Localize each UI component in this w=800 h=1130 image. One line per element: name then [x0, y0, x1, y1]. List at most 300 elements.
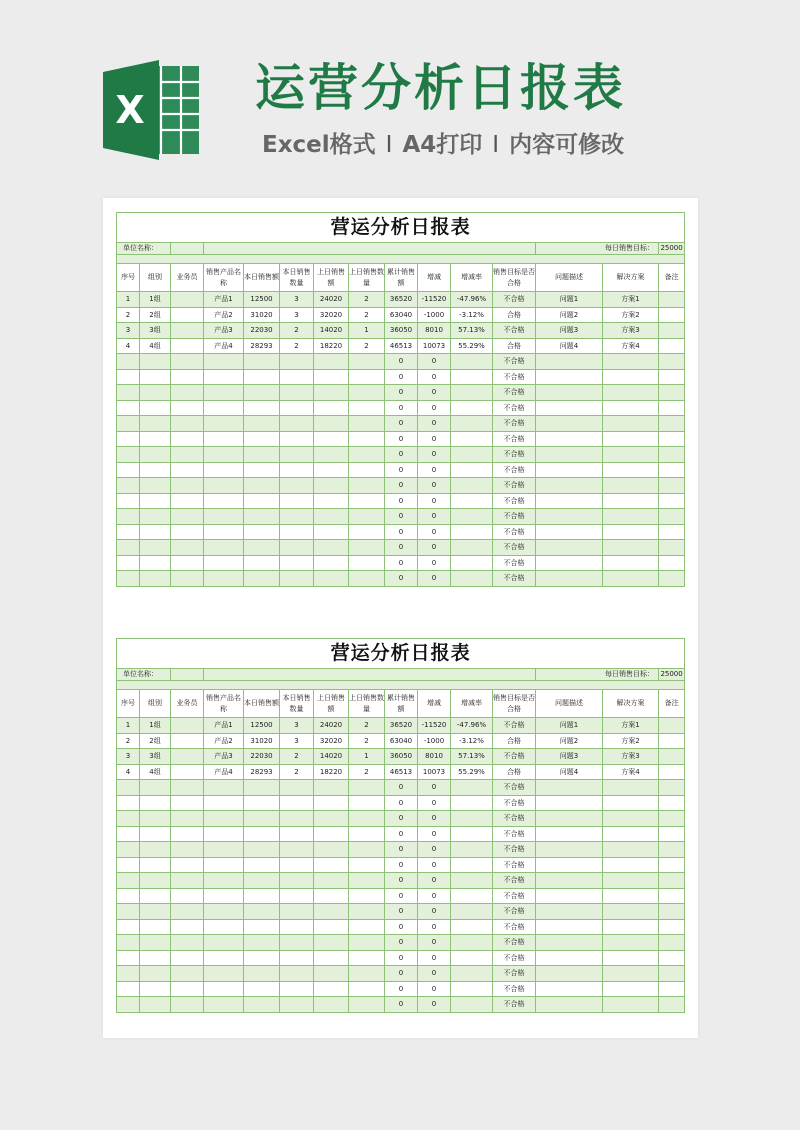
table-cell[interactable]: 2	[280, 323, 314, 339]
table-cell[interactable]: 不合格	[493, 811, 536, 827]
table-cell[interactable]	[659, 826, 685, 842]
table-cell[interactable]	[659, 888, 685, 904]
table-cell[interactable]	[204, 524, 244, 540]
table-cell[interactable]: 合格	[493, 764, 536, 780]
table-cell[interactable]: 不合格	[493, 795, 536, 811]
table-cell[interactable]	[536, 447, 603, 463]
table-cell[interactable]: 4组	[140, 764, 171, 780]
table-cell[interactable]	[280, 369, 314, 385]
table-cell[interactable]: -47.96%	[451, 292, 493, 308]
table-cell[interactable]	[314, 431, 349, 447]
table-cell[interactable]: 0	[385, 524, 418, 540]
table-cell[interactable]	[451, 857, 493, 873]
table-cell[interactable]: 2	[280, 338, 314, 354]
table-cell[interactable]	[603, 462, 659, 478]
table-cell[interactable]: 57.13%	[451, 323, 493, 339]
table-cell[interactable]: 3组	[140, 323, 171, 339]
table-cell[interactable]	[117, 416, 140, 432]
table-cell[interactable]: 问题1	[536, 292, 603, 308]
table-cell[interactable]	[603, 842, 659, 858]
table-cell[interactable]: 合格	[493, 733, 536, 749]
table-cell[interactable]	[280, 811, 314, 827]
table-cell[interactable]: 0	[385, 416, 418, 432]
table-cell[interactable]	[171, 842, 204, 858]
table-cell[interactable]	[140, 524, 171, 540]
table-cell[interactable]	[244, 842, 280, 858]
table-cell[interactable]: 28293	[244, 764, 280, 780]
table-cell[interactable]	[204, 935, 244, 951]
table-cell[interactable]	[140, 950, 171, 966]
table-cell[interactable]	[117, 888, 140, 904]
table-cell[interactable]	[536, 873, 603, 889]
table-cell[interactable]	[244, 555, 280, 571]
table-cell[interactable]: 0	[418, 873, 451, 889]
table-cell[interactable]: 55.29%	[451, 338, 493, 354]
table-cell[interactable]	[603, 509, 659, 525]
table-cell[interactable]: 不合格	[493, 478, 536, 494]
table-cell[interactable]: -47.96%	[451, 718, 493, 734]
table-cell[interactable]: 0	[418, 431, 451, 447]
table-cell[interactable]	[140, 555, 171, 571]
table-cell[interactable]	[244, 966, 280, 982]
table-cell[interactable]	[314, 919, 349, 935]
table-cell[interactable]	[603, 826, 659, 842]
table-cell[interactable]: 问题3	[536, 323, 603, 339]
table-cell[interactable]: 0	[385, 354, 418, 370]
table-cell[interactable]	[117, 857, 140, 873]
table-cell[interactable]: 不合格	[493, 873, 536, 889]
table-cell[interactable]	[244, 904, 280, 920]
table-cell[interactable]: 63040	[385, 307, 418, 323]
table-cell[interactable]	[349, 416, 385, 432]
table-cell[interactable]	[536, 950, 603, 966]
table-cell[interactable]	[659, 571, 685, 587]
table-cell[interactable]	[659, 354, 685, 370]
table-cell[interactable]	[140, 431, 171, 447]
table-cell[interactable]: 不合格	[493, 369, 536, 385]
table-cell[interactable]	[171, 857, 204, 873]
table-cell[interactable]	[451, 431, 493, 447]
table-cell[interactable]: 0	[385, 981, 418, 997]
table-cell[interactable]	[171, 780, 204, 796]
table-cell[interactable]: 不合格	[493, 749, 536, 765]
table-cell[interactable]	[117, 780, 140, 796]
table-cell[interactable]: 不合格	[493, 857, 536, 873]
table-cell[interactable]	[280, 555, 314, 571]
table-cell[interactable]: 方案1	[603, 718, 659, 734]
table-cell[interactable]	[204, 431, 244, 447]
table-cell[interactable]: 0	[418, 416, 451, 432]
table-cell[interactable]	[314, 354, 349, 370]
table-cell[interactable]	[204, 462, 244, 478]
table-cell[interactable]	[280, 795, 314, 811]
table-cell[interactable]	[451, 447, 493, 463]
table-cell[interactable]: 问题4	[536, 764, 603, 780]
table-cell[interactable]: 0	[385, 904, 418, 920]
table-cell[interactable]	[659, 540, 685, 556]
unit-name-field[interactable]	[171, 243, 204, 255]
table-cell[interactable]	[603, 524, 659, 540]
table-cell[interactable]: 31020	[244, 307, 280, 323]
table-cell[interactable]: 产品1	[204, 718, 244, 734]
table-cell[interactable]	[659, 493, 685, 509]
table-cell[interactable]: 不合格	[493, 935, 536, 951]
table-cell[interactable]	[659, 555, 685, 571]
table-cell[interactable]: 问题2	[536, 733, 603, 749]
table-cell[interactable]: -1000	[418, 307, 451, 323]
table-cell[interactable]	[314, 966, 349, 982]
table-cell[interactable]: 1	[349, 749, 385, 765]
table-cell[interactable]: 0	[418, 524, 451, 540]
table-cell[interactable]	[536, 919, 603, 935]
table-cell[interactable]	[536, 826, 603, 842]
table-cell[interactable]: 不合格	[493, 323, 536, 339]
table-cell[interactable]	[659, 509, 685, 525]
table-cell[interactable]	[536, 904, 603, 920]
table-cell[interactable]	[603, 571, 659, 587]
table-cell[interactable]	[536, 509, 603, 525]
table-cell[interactable]	[314, 369, 349, 385]
table-cell[interactable]: 0	[385, 966, 418, 982]
table-cell[interactable]	[659, 718, 685, 734]
table-cell[interactable]	[314, 904, 349, 920]
table-cell[interactable]	[451, 904, 493, 920]
table-cell[interactable]: 不合格	[493, 888, 536, 904]
table-cell[interactable]	[140, 904, 171, 920]
table-cell[interactable]	[536, 842, 603, 858]
table-cell[interactable]	[117, 524, 140, 540]
table-cell[interactable]: 产品2	[204, 307, 244, 323]
table-cell[interactable]	[659, 462, 685, 478]
table-cell[interactable]: 不合格	[493, 416, 536, 432]
table-cell[interactable]	[140, 919, 171, 935]
table-cell[interactable]: 0	[418, 447, 451, 463]
table-cell[interactable]	[204, 842, 244, 858]
table-cell[interactable]	[140, 369, 171, 385]
table-cell[interactable]: 产品3	[204, 323, 244, 339]
unit-name-field[interactable]	[171, 669, 204, 681]
table-cell[interactable]: 方案4	[603, 764, 659, 780]
table-cell[interactable]	[204, 826, 244, 842]
table-cell[interactable]	[536, 385, 603, 401]
table-cell[interactable]	[603, 555, 659, 571]
table-cell[interactable]	[244, 478, 280, 494]
table-cell[interactable]	[536, 795, 603, 811]
table-cell[interactable]: 合格	[493, 338, 536, 354]
table-cell[interactable]	[280, 935, 314, 951]
table-cell[interactable]	[659, 966, 685, 982]
table-cell[interactable]	[349, 795, 385, 811]
table-cell[interactable]	[117, 997, 140, 1013]
table-cell[interactable]	[603, 981, 659, 997]
table-cell[interactable]	[659, 524, 685, 540]
table-cell[interactable]	[349, 354, 385, 370]
table-cell[interactable]	[451, 842, 493, 858]
table-cell[interactable]	[140, 400, 171, 416]
table-cell[interactable]: 0	[385, 888, 418, 904]
table-cell[interactable]: 不合格	[493, 555, 536, 571]
table-cell[interactable]	[244, 873, 280, 889]
table-cell[interactable]	[451, 950, 493, 966]
table-cell[interactable]	[171, 493, 204, 509]
table-cell[interactable]: 36520	[385, 718, 418, 734]
table-cell[interactable]: 0	[418, 478, 451, 494]
table-cell[interactable]	[117, 447, 140, 463]
table-cell[interactable]	[314, 416, 349, 432]
table-cell[interactable]	[451, 400, 493, 416]
table-cell[interactable]	[603, 795, 659, 811]
table-cell[interactable]	[171, 447, 204, 463]
table-cell[interactable]	[280, 540, 314, 556]
daily-target-value[interactable]: 25000	[659, 669, 685, 681]
table-cell[interactable]	[244, 385, 280, 401]
table-cell[interactable]: 产品1	[204, 292, 244, 308]
table-cell[interactable]: 2	[349, 764, 385, 780]
table-cell[interactable]	[140, 873, 171, 889]
table-cell[interactable]: 0	[418, 935, 451, 951]
table-cell[interactable]	[349, 935, 385, 951]
table-cell[interactable]	[659, 447, 685, 463]
table-cell[interactable]	[140, 935, 171, 951]
table-cell[interactable]	[204, 919, 244, 935]
table-cell[interactable]: 0	[385, 462, 418, 478]
table-cell[interactable]	[244, 431, 280, 447]
table-cell[interactable]	[204, 966, 244, 982]
table-cell[interactable]	[536, 966, 603, 982]
table-cell[interactable]	[171, 873, 204, 889]
table-cell[interactable]	[536, 811, 603, 827]
table-cell[interactable]: 0	[418, 780, 451, 796]
table-cell[interactable]	[451, 540, 493, 556]
table-cell[interactable]	[204, 904, 244, 920]
table-cell[interactable]	[171, 369, 204, 385]
table-cell[interactable]	[171, 826, 204, 842]
table-cell[interactable]: 24020	[314, 292, 349, 308]
table-cell[interactable]	[204, 369, 244, 385]
table-cell[interactable]	[349, 493, 385, 509]
table-cell[interactable]: 0	[385, 873, 418, 889]
table-cell[interactable]: 4组	[140, 338, 171, 354]
table-cell[interactable]: 14020	[314, 323, 349, 339]
table-cell[interactable]	[659, 416, 685, 432]
table-cell[interactable]	[117, 935, 140, 951]
table-cell[interactable]: 1	[117, 718, 140, 734]
table-cell[interactable]: 不合格	[493, 904, 536, 920]
table-cell[interactable]	[204, 385, 244, 401]
table-cell[interactable]	[349, 524, 385, 540]
table-cell[interactable]: 0	[418, 540, 451, 556]
table-cell[interactable]: 36520	[385, 292, 418, 308]
table-cell[interactable]	[280, 493, 314, 509]
table-cell[interactable]	[349, 385, 385, 401]
table-cell[interactable]	[349, 873, 385, 889]
table-cell[interactable]	[140, 509, 171, 525]
table-cell[interactable]: 8010	[418, 749, 451, 765]
table-cell[interactable]	[244, 369, 280, 385]
table-cell[interactable]: 方案1	[603, 292, 659, 308]
table-cell[interactable]: 3	[280, 733, 314, 749]
table-cell[interactable]: 0	[418, 842, 451, 858]
table-cell[interactable]	[244, 997, 280, 1013]
table-cell[interactable]	[536, 478, 603, 494]
table-cell[interactable]	[451, 571, 493, 587]
table-cell[interactable]	[117, 431, 140, 447]
table-cell[interactable]	[536, 493, 603, 509]
table-cell[interactable]: 问题1	[536, 718, 603, 734]
table-cell[interactable]: 0	[385, 369, 418, 385]
table-cell[interactable]	[451, 919, 493, 935]
table-cell[interactable]: -1000	[418, 733, 451, 749]
table-cell[interactable]	[171, 307, 204, 323]
table-cell[interactable]: 24020	[314, 718, 349, 734]
table-cell[interactable]	[204, 478, 244, 494]
table-cell[interactable]	[603, 780, 659, 796]
table-cell[interactable]: 0	[418, 369, 451, 385]
table-cell[interactable]	[451, 462, 493, 478]
table-cell[interactable]	[603, 811, 659, 827]
table-cell[interactable]: 0	[385, 935, 418, 951]
table-cell[interactable]	[451, 935, 493, 951]
table-cell[interactable]	[314, 857, 349, 873]
table-cell[interactable]: 0	[385, 447, 418, 463]
table-cell[interactable]	[603, 493, 659, 509]
table-cell[interactable]: 2	[280, 764, 314, 780]
table-cell[interactable]	[171, 323, 204, 339]
table-cell[interactable]	[349, 478, 385, 494]
table-cell[interactable]: 46513	[385, 338, 418, 354]
table-cell[interactable]	[117, 540, 140, 556]
table-cell[interactable]: 不合格	[493, 400, 536, 416]
table-cell[interactable]	[171, 555, 204, 571]
table-cell[interactable]	[117, 811, 140, 827]
table-cell[interactable]	[659, 749, 685, 765]
table-cell[interactable]	[659, 997, 685, 1013]
table-cell[interactable]: 0	[385, 540, 418, 556]
table-cell[interactable]	[140, 385, 171, 401]
table-cell[interactable]	[140, 997, 171, 1013]
table-cell[interactable]	[603, 416, 659, 432]
table-cell[interactable]	[349, 997, 385, 1013]
table-cell[interactable]	[117, 873, 140, 889]
table-cell[interactable]	[117, 400, 140, 416]
table-cell[interactable]	[140, 478, 171, 494]
table-cell[interactable]	[244, 919, 280, 935]
table-cell[interactable]	[204, 447, 244, 463]
table-cell[interactable]	[451, 555, 493, 571]
table-cell[interactable]	[659, 873, 685, 889]
table-cell[interactable]: 2组	[140, 307, 171, 323]
table-cell[interactable]	[117, 966, 140, 982]
table-cell[interactable]	[659, 919, 685, 935]
table-cell[interactable]: 不合格	[493, 431, 536, 447]
table-cell[interactable]	[603, 950, 659, 966]
table-cell[interactable]	[659, 795, 685, 811]
table-cell[interactable]: 22030	[244, 323, 280, 339]
table-cell[interactable]	[659, 400, 685, 416]
table-cell[interactable]	[314, 478, 349, 494]
table-cell[interactable]	[204, 981, 244, 997]
table-cell[interactable]	[244, 447, 280, 463]
table-cell[interactable]	[603, 904, 659, 920]
table-cell[interactable]	[314, 780, 349, 796]
table-cell[interactable]	[204, 997, 244, 1013]
table-cell[interactable]	[244, 981, 280, 997]
table-cell[interactable]: 63040	[385, 733, 418, 749]
table-cell[interactable]	[349, 842, 385, 858]
table-cell[interactable]: 不合格	[493, 462, 536, 478]
table-cell[interactable]	[117, 478, 140, 494]
table-cell[interactable]	[349, 447, 385, 463]
table-cell[interactable]	[171, 904, 204, 920]
table-cell[interactable]: 0	[385, 400, 418, 416]
table-cell[interactable]	[659, 780, 685, 796]
table-cell[interactable]	[204, 400, 244, 416]
table-cell[interactable]	[244, 780, 280, 796]
table-cell[interactable]: -11520	[418, 718, 451, 734]
table-cell[interactable]	[244, 888, 280, 904]
table-cell[interactable]: 4	[117, 338, 140, 354]
table-cell[interactable]	[171, 385, 204, 401]
table-cell[interactable]	[204, 950, 244, 966]
table-cell[interactable]	[349, 369, 385, 385]
table-cell[interactable]	[659, 935, 685, 951]
table-cell[interactable]	[117, 462, 140, 478]
table-cell[interactable]	[314, 447, 349, 463]
table-cell[interactable]	[244, 524, 280, 540]
table-cell[interactable]: 0	[385, 795, 418, 811]
table-cell[interactable]: 问题2	[536, 307, 603, 323]
table-cell[interactable]	[451, 826, 493, 842]
table-cell[interactable]	[117, 509, 140, 525]
table-cell[interactable]: 0	[385, 571, 418, 587]
table-cell[interactable]	[314, 555, 349, 571]
table-cell[interactable]: 18220	[314, 764, 349, 780]
table-cell[interactable]: 0	[418, 462, 451, 478]
table-cell[interactable]: 28293	[244, 338, 280, 354]
table-cell[interactable]: 不合格	[493, 826, 536, 842]
table-cell[interactable]	[659, 431, 685, 447]
table-cell[interactable]	[117, 842, 140, 858]
table-cell[interactable]	[659, 733, 685, 749]
table-cell[interactable]	[314, 935, 349, 951]
table-cell[interactable]	[280, 997, 314, 1013]
table-cell[interactable]	[314, 981, 349, 997]
table-cell[interactable]	[171, 764, 204, 780]
table-cell[interactable]	[314, 571, 349, 587]
table-cell[interactable]	[171, 292, 204, 308]
table-cell[interactable]: 3	[280, 307, 314, 323]
table-cell[interactable]	[603, 966, 659, 982]
table-cell[interactable]	[659, 857, 685, 873]
table-cell[interactable]: 产品4	[204, 764, 244, 780]
table-cell[interactable]: 方案2	[603, 733, 659, 749]
table-cell[interactable]: 3	[280, 718, 314, 734]
table-cell[interactable]: 0	[418, 811, 451, 827]
table-cell[interactable]: 0	[385, 555, 418, 571]
table-cell[interactable]: 产品2	[204, 733, 244, 749]
table-cell[interactable]	[349, 540, 385, 556]
table-cell[interactable]	[659, 981, 685, 997]
table-cell[interactable]	[140, 857, 171, 873]
table-cell[interactable]	[244, 826, 280, 842]
table-cell[interactable]	[349, 462, 385, 478]
table-cell[interactable]	[451, 385, 493, 401]
table-cell[interactable]: 不合格	[493, 292, 536, 308]
table-cell[interactable]	[536, 416, 603, 432]
table-cell[interactable]: 2	[280, 749, 314, 765]
table-cell[interactable]: 产品3	[204, 749, 244, 765]
table-cell[interactable]	[280, 888, 314, 904]
